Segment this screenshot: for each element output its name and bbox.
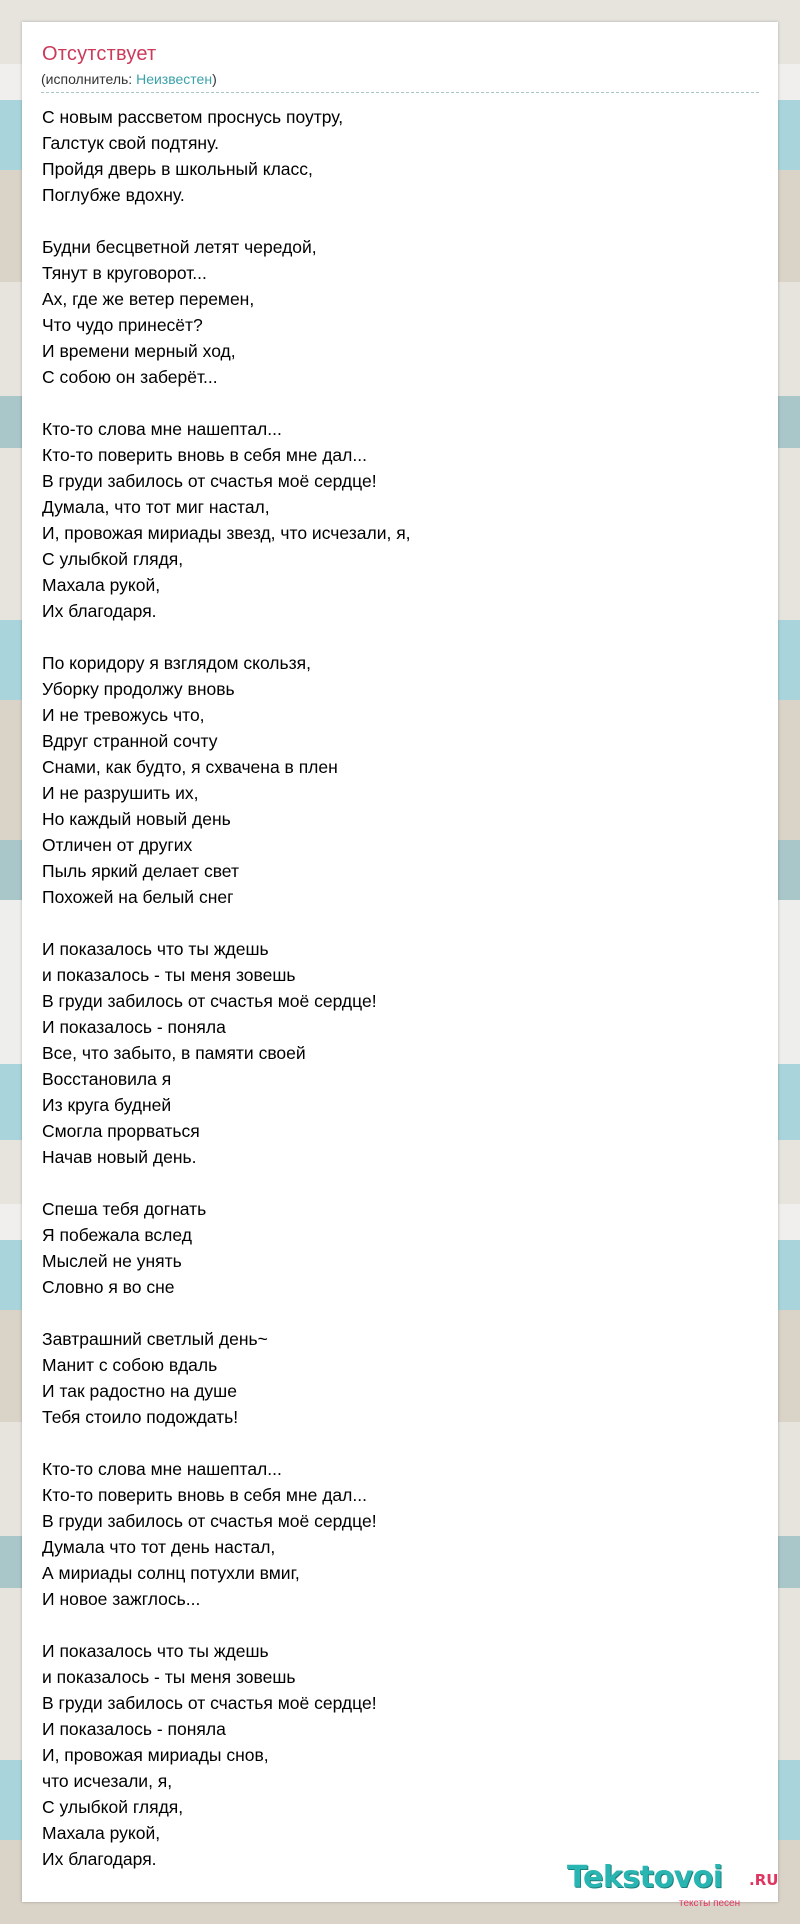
lyrics-line: И показалось что ты ждешь [42,1641,269,1661]
lyrics-stanza [42,1326,742,1430]
title-divider [41,92,759,93]
lyrics-line: И, провожая мириады снов, [42,1745,269,1765]
lyrics-line: С улыбкой глядя, [42,549,184,569]
lyrics-line: Их благодаря. [42,601,157,621]
lyrics-line: Будни бесцветной летят чередой, [42,237,317,257]
lyrics-stanza [42,234,742,390]
lyrics-line: Ах, где же ветер перемен, [42,289,255,309]
lyrics-line: Похожей на белый снег [42,887,234,907]
lyrics-line: И показалось - поняла [42,1719,226,1739]
lyrics-line: Все, что забыто, в памяти своей [42,1043,306,1063]
lyrics-line: Галстук свой подтяну. [42,133,219,153]
lyrics-line: Восстановила я [42,1069,172,1089]
lyrics-line: И показалось что ты ждешь [42,939,269,959]
lyrics-stanza [42,1638,742,1872]
lyrics-line: В груди забилось от счастья моё сердце! [42,471,377,491]
lyrics-line: Смогла прорваться [42,1121,200,1141]
lyrics-line: И показалось - поняла [42,1017,226,1037]
lyrics-stanza [42,104,742,208]
lyrics-line: Кто-то слова мне нашептал... [42,1459,282,1479]
lyrics-line: И не разрушить их, [42,783,199,803]
song-title: Отсутствует [42,43,157,65]
lyrics-line: В груди забилось от счастья моё сердце! [42,991,377,1011]
logo-tld: .RU [749,1871,779,1889]
lyrics-line: и показалось - ты меня зовешь [42,1667,296,1687]
lyrics-line: Кто-то поверить вновь в себя мне дал... [42,445,367,465]
lyrics-line: По коридору я взглядом скользя, [42,653,311,673]
lyrics-line: Спеша тебя догнать [42,1199,207,1219]
lyrics-line: Завтрашний светлый день~ [42,1329,268,1349]
lyrics-line: Манит с собою вдаль [42,1355,218,1375]
lyrics-line: И новое зажглось... [42,1589,201,1609]
lyrics-line: Тебя стоило подождать! [42,1407,239,1427]
lyrics-line: В груди забилось от счастья моё сердце! [42,1693,377,1713]
lyrics-stanza [42,416,742,624]
lyrics-stanza [42,936,742,1170]
artist-link[interactable]: Неизвестен [136,71,213,87]
artist-line [41,71,217,87]
lyrics-line: А мириады солнц потухли вмиг, [42,1563,300,1583]
lyrics-line: Что чудо принесёт? [42,315,203,335]
lyrics-line: Снами, как будто, я схвачена в плен [42,757,338,777]
lyrics-line: Пыль яркий делает свет [42,861,239,881]
lyrics-text [42,104,742,1898]
lyrics-line: И не тревожусь что, [42,705,205,725]
lyrics-line: Думала что тот день настал, [42,1537,276,1557]
lyrics-line: С новым рассветом проснусь поутру, [42,107,344,127]
lyrics-line: что исчезали, я, [42,1771,173,1791]
lyrics-stanza [42,1196,742,1300]
lyrics-line: Уборку продолжу вновь [42,679,235,699]
lyrics-line: Кто-то поверить вновь в себя мне дал... [42,1485,367,1505]
lyrics-line: Пройдя дверь в школьный класс, [42,159,313,179]
lyrics-line: Начав новый день. [42,1147,197,1167]
lyrics-line: Я побежала вслед [42,1225,192,1245]
lyrics-line: Кто-то слова мне нашептал... [42,419,282,439]
lyrics-line: Тянут в круговорот... [42,263,207,283]
lyrics-line: Мыслей не унять [42,1251,182,1271]
lyrics-line: Поглубже вдохну. [42,185,185,205]
lyrics-stanza [42,650,742,910]
logo-tagline: тексты песен [679,1898,741,1909]
lyrics-line: Из круга будней [42,1095,172,1115]
lyrics-line: Махала рукой, [42,575,161,595]
site-logo[interactable] [567,1860,787,1922]
lyrics-line: Махала рукой, [42,1823,161,1843]
lyrics-line: И времени мерный ход, [42,341,236,361]
lyrics-line: Отличен от других [42,835,193,855]
artist-prefix: (исполнитель: [41,71,137,87]
lyrics-line: С собою он заберёт... [42,367,218,387]
logo-name: Tekstovoi [567,1860,723,1895]
lyrics-line: В груди забилось от счастья моё сердце! [42,1511,377,1531]
lyrics-line: Думала, что тот миг настал, [42,497,270,517]
lyrics-line: С улыбкой глядя, [42,1797,184,1817]
lyrics-line: Словно я во сне [42,1277,175,1297]
lyrics-line: И, провожая мириады звезд, что исчезали, я, [42,523,411,543]
lyrics-line: Вдруг странной сочту [42,731,218,751]
lyrics-stanza [42,1456,742,1612]
lyrics-line: И так радостно на душе [42,1381,237,1401]
lyrics-line: Их благодаря. [42,1849,157,1869]
lyrics-line: и показалось - ты меня зовешь [42,965,296,985]
lyrics-card [22,22,779,1909]
artist-suffix: ) [212,71,217,87]
lyrics-line: Но каждый новый день [42,809,231,829]
